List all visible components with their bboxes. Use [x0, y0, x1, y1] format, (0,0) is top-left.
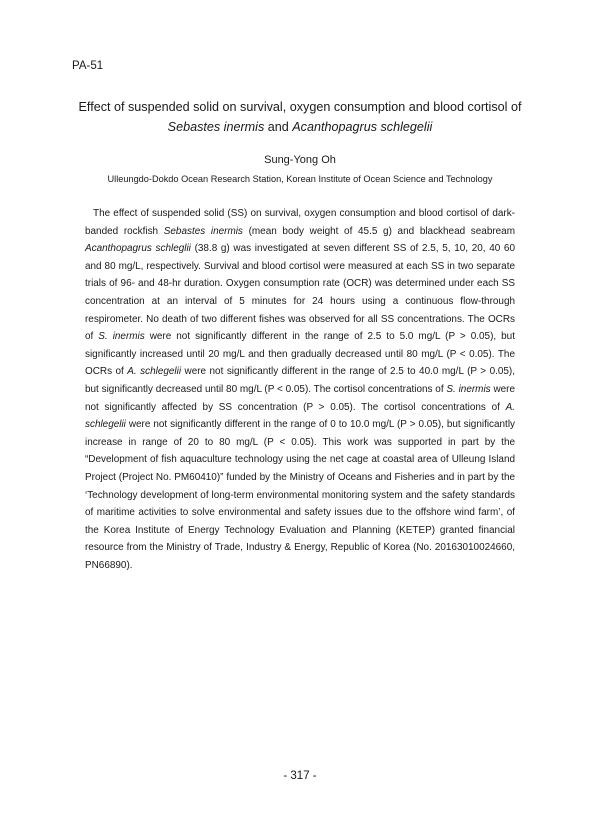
abstract-italic-term: A. schlegelii: [85, 401, 515, 431]
abstract-italic-term: A. schlegelii: [127, 366, 182, 378]
abstract-text-run: were not significantly affected by SS concentration (P > 0.05). The cortisol concentrations of: [85, 383, 515, 413]
title-species-1: Sebastes inermis: [167, 120, 265, 134]
abstract-italic-term: S. inermis: [446, 383, 491, 395]
author-name: Sung-Yong Oh: [264, 154, 336, 166]
title-line-2: [40, 117, 560, 137]
abstract-text-run: were not significantly different in the range of 2.5 to 40.0 mg/L (P > 0.05), but significantly decreased until 80 mg/L (P < 0.05). The cortisol concentrations of: [85, 366, 515, 395]
author-affiliation: Ulleungdo-Dokdo Ocean Research Station, Korean Institute of Ocean Science and Technology: [107, 174, 493, 184]
abstract-italic-term: Sebastes inermis: [163, 225, 243, 237]
abstract-text-run: were not significantly different in the range of 0 to 10.0 mg/L (P > 0.05), but significantly increase in range of 20 to 80 mg/L (P < 0.05). This work was supported in part by the “Development of fish aquaculture technology using the net cage at coastal area of Ulleung Island Project (Project No. PM60410)” funded by the Ministry of Oceans and Fisheries and in part by the ‘Technology development of long-term environmental monitoring system and the safety standards of maritime activities to solve environmental and safety issues due to the offshore wind farm’, of the Korea Institute of Energy Technology Evaluation and Planning (KETEP) granted financial resource from the Ministry of Trade, Industry & Energy, Republic of Korea (No. 20163010024660, PN66890).: [85, 419, 515, 571]
title-species-2: Acanthopagrus schlegelii: [292, 120, 433, 134]
abstract-text-run: (mean body weight of 45.5 g) and blackhead seabream: [242, 225, 515, 237]
abstract-body: [85, 205, 515, 574]
abstract-text-run: The effect of suspended solid (SS) on survival, oxygen consumption and blood cortisol of dark-banded rockfish: [85, 208, 515, 237]
title-line-1: Effect of suspended solid on survival, oxygen consumption and blood cortisol of: [78, 100, 522, 114]
abstract-code: PA-51: [72, 60, 104, 72]
abstract-italic-term: S. inermis: [98, 331, 145, 343]
abstract-italic-term: Acanthopagrus schleglii: [85, 243, 191, 255]
paper-title: [40, 97, 560, 137]
abstract-text-run: were not significantly different in the range of 2.5 to 5.0 mg/L (P > 0.05), but significantly increased until 20 mg/L and then gradually decreased until 80 mg/L (P < 0.05). The OCRs of: [85, 331, 515, 378]
title-conjunction: and: [264, 120, 293, 134]
abstract-text-run: (38.8 g) was investigated at seven different SS of 2.5, 5, 10, 20, 40 60 and 80 mg/L, respectively. Survival and blood cortisol were measured at each SS in two separate trials of 96- and 48-hr duration. Oxygen consumption rate (OCR) was determined under each SS concentration at an interval of 5 minutes for 24 hours using a continuous flow-through respirometer. No death of two different fishes was observed for all SS concentrations. The OCRs of: [85, 243, 515, 343]
page-number: - 317 -: [283, 770, 317, 782]
